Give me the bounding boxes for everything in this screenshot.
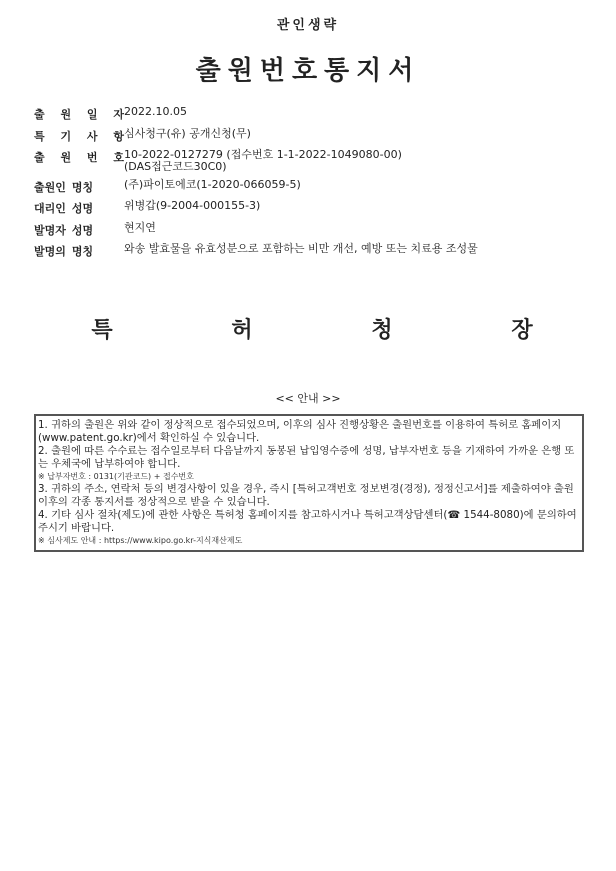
agency-char: 특 xyxy=(91,318,113,343)
special-notes-value: 심사청구(유) 공개신청(무) xyxy=(124,126,251,140)
filing-date-value: 2022.10.05 xyxy=(124,105,187,118)
field-label: 발명자 성명 xyxy=(34,223,94,237)
notice-item: 3. 귀하의 주소, 연락처 등의 변경사항이 있을 경우, 즉시 [특허고객번호 정보변경(경정), 정정신고서]를 제출하여야 출원 이후의 각종 통지서를 정상적으로 받을 수 있습니다. xyxy=(38,483,574,508)
seal-text: 관인생략 xyxy=(276,18,340,33)
agency-char: 장 xyxy=(511,318,533,343)
notice-box xyxy=(34,414,584,552)
agent-value: 위병갑(9-2004-000155-3) xyxy=(124,199,261,212)
field-label: 출 원 일 자 xyxy=(34,108,124,121)
inventor-value: 현지연 xyxy=(124,220,156,234)
applicant-value: (주)파이토에코(1-2020-066059-5) xyxy=(124,177,301,191)
field-label: 발명의 명칭 xyxy=(34,245,94,258)
field-row-special-notes xyxy=(34,128,594,144)
notice-item: 4. 기타 심사 절차(제도)에 관한 사항은 특허청 홈페이지를 참고하시거나 특허고객상담센터(☎ 1544-8080)에 문의하여 주시기 바랍니다. xyxy=(38,509,577,534)
notice-item: 2. 출원에 따른 수수료는 접수일로부터 다음날까지 동봉된 납입영수증에 성명, 납부자번호 등을 기재하여 가까운 은행 또는 우체국에 납부하여야 합니다. xyxy=(38,445,575,470)
guide-heading: << 안내 >> xyxy=(275,392,341,405)
document-title: 출원번호통지서 xyxy=(195,56,421,86)
field-label: 특 기 사 항 xyxy=(34,129,124,143)
field-row-applicant xyxy=(34,179,594,195)
field-row-inventor xyxy=(34,222,594,238)
agency-char: 청 xyxy=(371,318,393,343)
field-row-agent xyxy=(34,200,594,216)
invention-title-value: 와송 발효물을 유효성분으로 포함하는 비만 개선, 예방 또는 치료용 조성물 xyxy=(124,242,478,255)
application-info xyxy=(34,106,594,265)
field-label: 출원인 명칭 xyxy=(34,180,94,194)
agency-signature xyxy=(62,313,562,344)
notice-note: ※ 심사제도 안내 : https://www.kipo.go.kr-지식재산제도 xyxy=(38,536,243,545)
field-label: 출 원 번 호 xyxy=(34,151,124,164)
agency-char: 허 xyxy=(231,318,253,343)
application-number-value: 10-2022-0127279 (접수번호 1-1-2022-1049080-00) (DAS접근코드30C0) xyxy=(124,148,402,173)
field-label: 대리인 성명 xyxy=(34,202,94,215)
field-row-filing-date xyxy=(34,106,594,122)
field-row-invention-title xyxy=(34,243,594,259)
notice-note: ※ 납부자번호 : 0131(기관코드) + 접수번호 xyxy=(38,472,194,481)
notice-item: 1. 귀하의 출원은 위와 같이 정상적으로 접수되었으며, 이후의 심사 진행상황은 출원번호를 이용하여 특허로 홈페이지(www.patent.go.kr)에서 확인하실 수 있습니다. xyxy=(38,419,562,444)
field-row-application-number xyxy=(34,149,594,173)
